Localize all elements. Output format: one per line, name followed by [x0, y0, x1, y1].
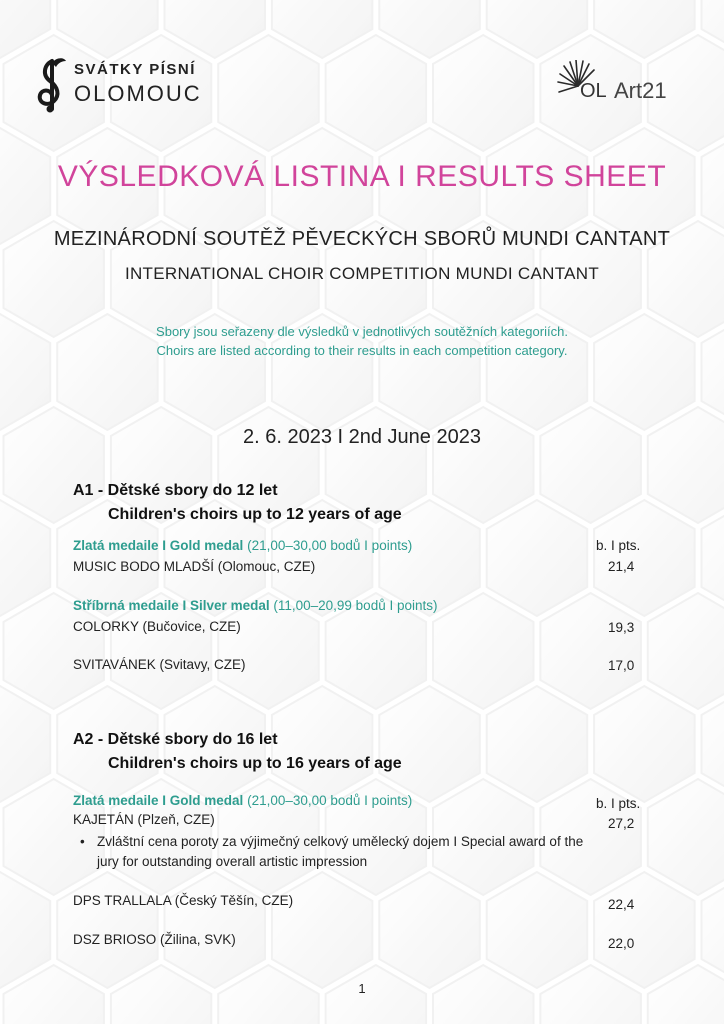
medal-range: (11,00–20,99 bodů I points) — [273, 598, 438, 613]
choir-name: SVITAVÁNEK (Svitavy, CZE) — [73, 657, 246, 672]
olart21-logo — [556, 60, 691, 110]
choir-score: 22,0 — [608, 936, 635, 951]
sorting-note-cz: Sbory jsou seřazeny dle výsledků v jednotlivých soutěžních kategoriích. — [156, 324, 568, 339]
sorting-note — [0, 322, 724, 360]
choir-score: 21,4 — [608, 559, 635, 574]
category-a2-title-cz: A2 - Dětské sbory do 16 let — [73, 731, 278, 748]
subtitle-en: INTERNATIONAL CHOIR COMPETITION MUNDI CANTANT — [124, 264, 600, 283]
choir-name: KAJETÁN (Plzeň, CZE) — [73, 812, 215, 827]
page-title: VÝSLEDKOVÁ LISTINA I RESULTS SHEET — [57, 160, 667, 193]
choir-name: DPS TRALLALA (Český Těšín, CZE) — [73, 893, 294, 908]
choir-score: 27,2 — [608, 816, 635, 831]
logo-right-art: Art21 — [614, 78, 667, 103]
category-a2-title-en: Children's choirs up to 16 years of age — [108, 755, 402, 772]
medal-name: Stříbrná medaile I Silver medal — [73, 598, 270, 613]
choir-name: DSZ BRIOSO (Žilina, SVK) — [73, 932, 236, 947]
medal-heading-a2-gold — [73, 793, 412, 808]
bullet-icon: • — [80, 834, 85, 849]
choir-score: 22,4 — [608, 897, 635, 912]
choir-name: COLORKY (Bučovice, CZE) — [73, 619, 241, 634]
medal-range: (21,00–30,00 bodů I points) — [247, 793, 413, 808]
medal-heading-a1-gold — [73, 538, 412, 553]
logo-left-line2: OLOMOUC — [74, 81, 202, 106]
points-header: b. I pts. — [596, 538, 641, 553]
special-award-text: Zvláštní cena poroty za výjimečný celkový umělecký dojem I Special award of the jury for outstanding overall artistic impression — [97, 834, 584, 869]
medal-range: (21,00–30,00 bodů I points) — [247, 538, 413, 553]
page-number: 1 — [358, 981, 366, 996]
logo-left-line1: SVÁTKY PÍSNÍ — [74, 61, 196, 78]
sorting-note-en: Choirs are listed according to their results in each competition category. — [156, 343, 568, 358]
points-header: b. I pts. — [596, 796, 641, 811]
subtitle-cz: MEZINÁRODNÍ SOUTĚŽ PĚVECKÝCH SBORŮ MUNDI CANTANT — [53, 228, 671, 250]
competition-date: 2. 6. 2023 I 2nd June 2023 — [243, 426, 481, 448]
medal-heading-a1-silver — [73, 598, 437, 613]
treble-clef-bird-icon — [30, 55, 74, 113]
category-a1-title-en: Children's choirs up to 12 years of age — [108, 506, 402, 523]
category-a1-title-cz: A1 - Dětské sbory do 12 let — [73, 482, 278, 499]
choir-name: MUSIC BODO MLADŠÍ (Olomouc, CZE) — [73, 559, 316, 574]
svatky-pisni-logo — [30, 55, 210, 115]
choir-score: 17,0 — [608, 658, 635, 673]
medal-name: Zlatá medaile I Gold medal — [73, 538, 244, 553]
logo-right-ol: OL — [580, 80, 607, 102]
medal-name: Zlatá medaile I Gold medal — [73, 793, 244, 808]
special-award-note — [80, 832, 600, 872]
choir-score: 19,3 — [608, 620, 635, 635]
